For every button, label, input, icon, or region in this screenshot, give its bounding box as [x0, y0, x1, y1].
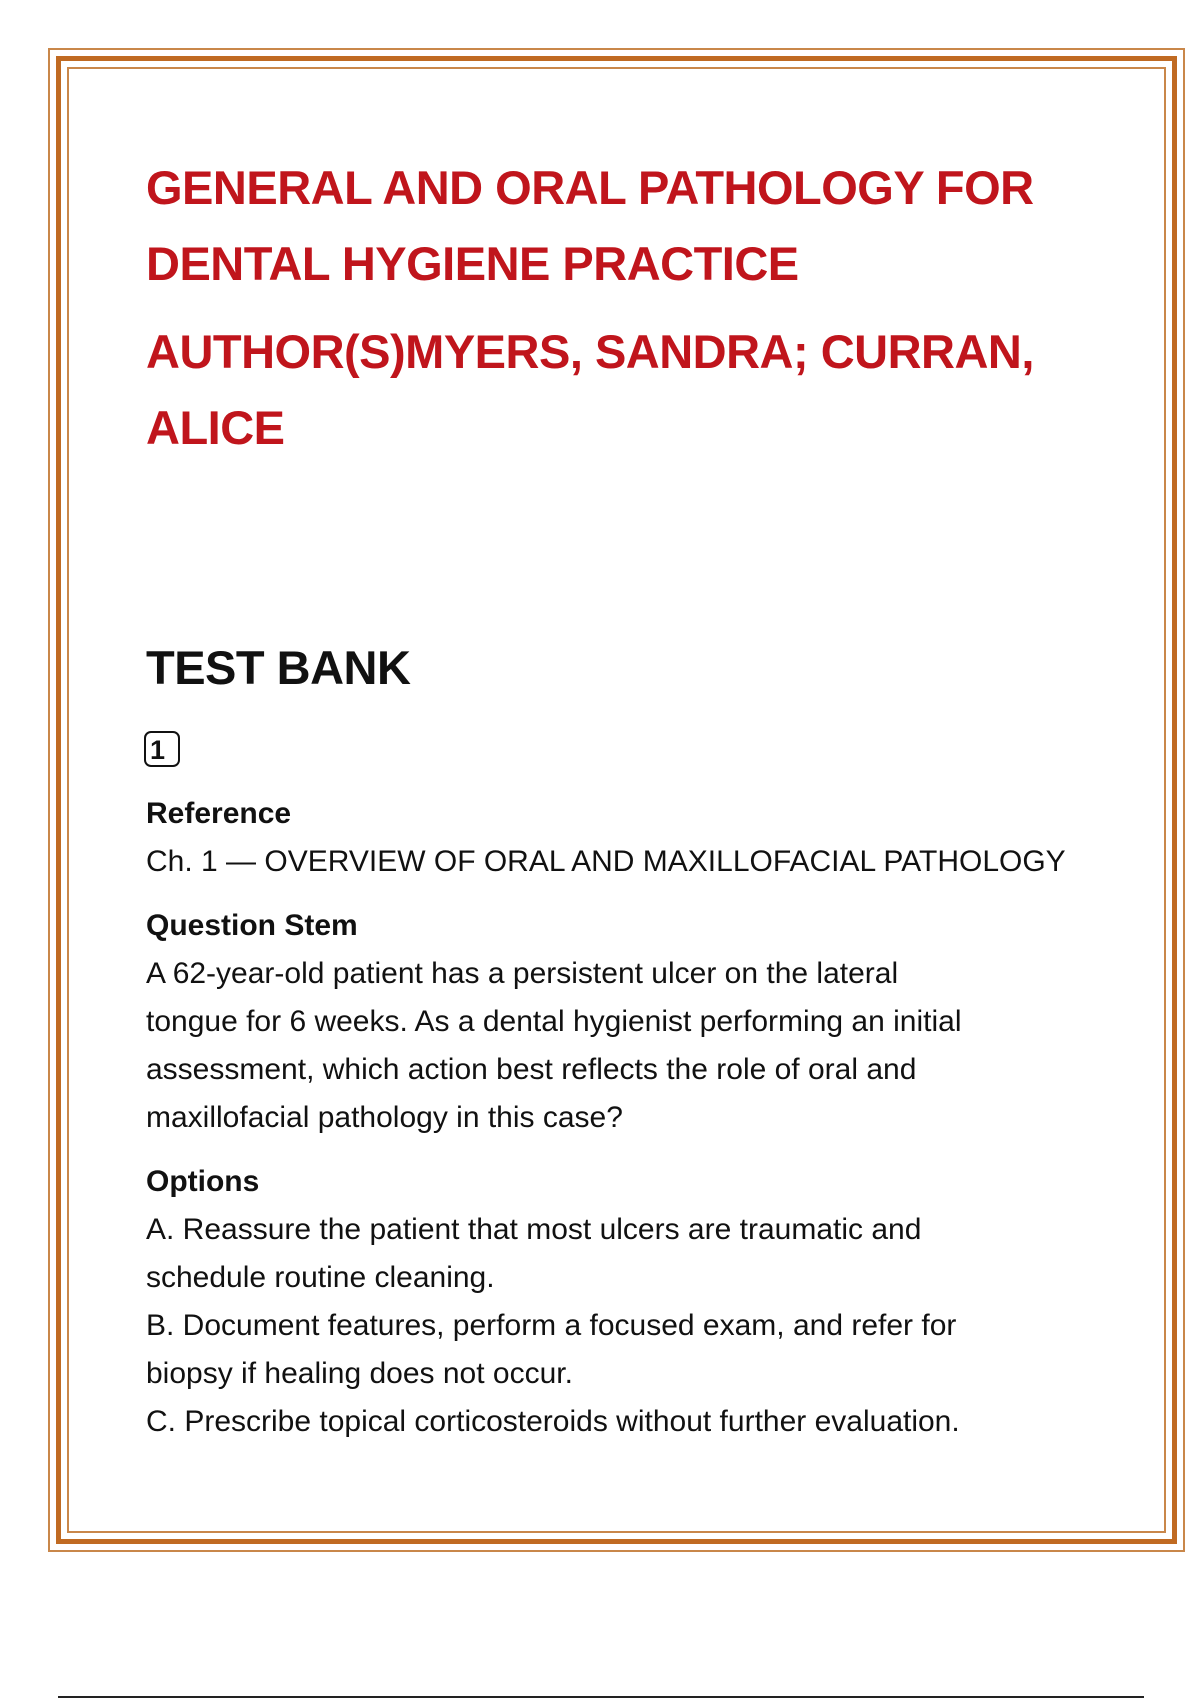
title-section [146, 150, 1096, 466]
footer-divider [58, 1696, 1144, 1698]
question-stem-label: Question Stem [146, 909, 358, 942]
option-a-line-1: A. Reassure the patient that most ulcers are traumatic and [146, 1213, 922, 1246]
reference-section [146, 790, 1106, 886]
test-bank-heading: TEST BANK [146, 641, 411, 694]
book-authors [146, 314, 1096, 466]
question-stem-line: maxillofacial pathology in this case? [146, 1101, 623, 1134]
book-authors-line-1: AUTHOR(S)MYERS, SANDRA; CURRAN, [146, 325, 1034, 378]
reference-label: Reference [146, 797, 292, 830]
question-stem-section [146, 902, 1106, 1142]
options-section [146, 1158, 1106, 1446]
option-b-line-1: B. Document features, perform a focused exam, and refer for [146, 1309, 957, 1342]
book-title-line-2: DENTAL HYGIENE PRACTICE [146, 237, 799, 290]
options-label: Options [146, 1165, 260, 1198]
question-stem-line: assessment, which action best reflects the role of oral and [146, 1053, 917, 1086]
question-stem-line: tongue for 6 weeks. As a dental hygienist performing an initial [146, 1005, 962, 1038]
book-title [146, 150, 1096, 302]
reference-text: Ch. 1 — OVERVIEW OF ORAL AND MAXILLOFACIAL PATHOLOGY [146, 845, 1066, 878]
book-authors-line-2: ALICE [146, 401, 285, 454]
question-stem-line: A 62-year-old patient has a persistent ulcer on the lateral [146, 957, 899, 990]
option-c-line-1: C. Prescribe topical corticosteroids without further evaluation. [146, 1405, 960, 1438]
option-b-line-2: biopsy if healing does not occur. [146, 1357, 573, 1390]
option-a-line-2: schedule routine cleaning. [146, 1261, 495, 1294]
book-title-line-1: GENERAL AND ORAL PATHOLOGY FOR [146, 161, 1034, 214]
question-number-badge: 1 [144, 731, 180, 767]
